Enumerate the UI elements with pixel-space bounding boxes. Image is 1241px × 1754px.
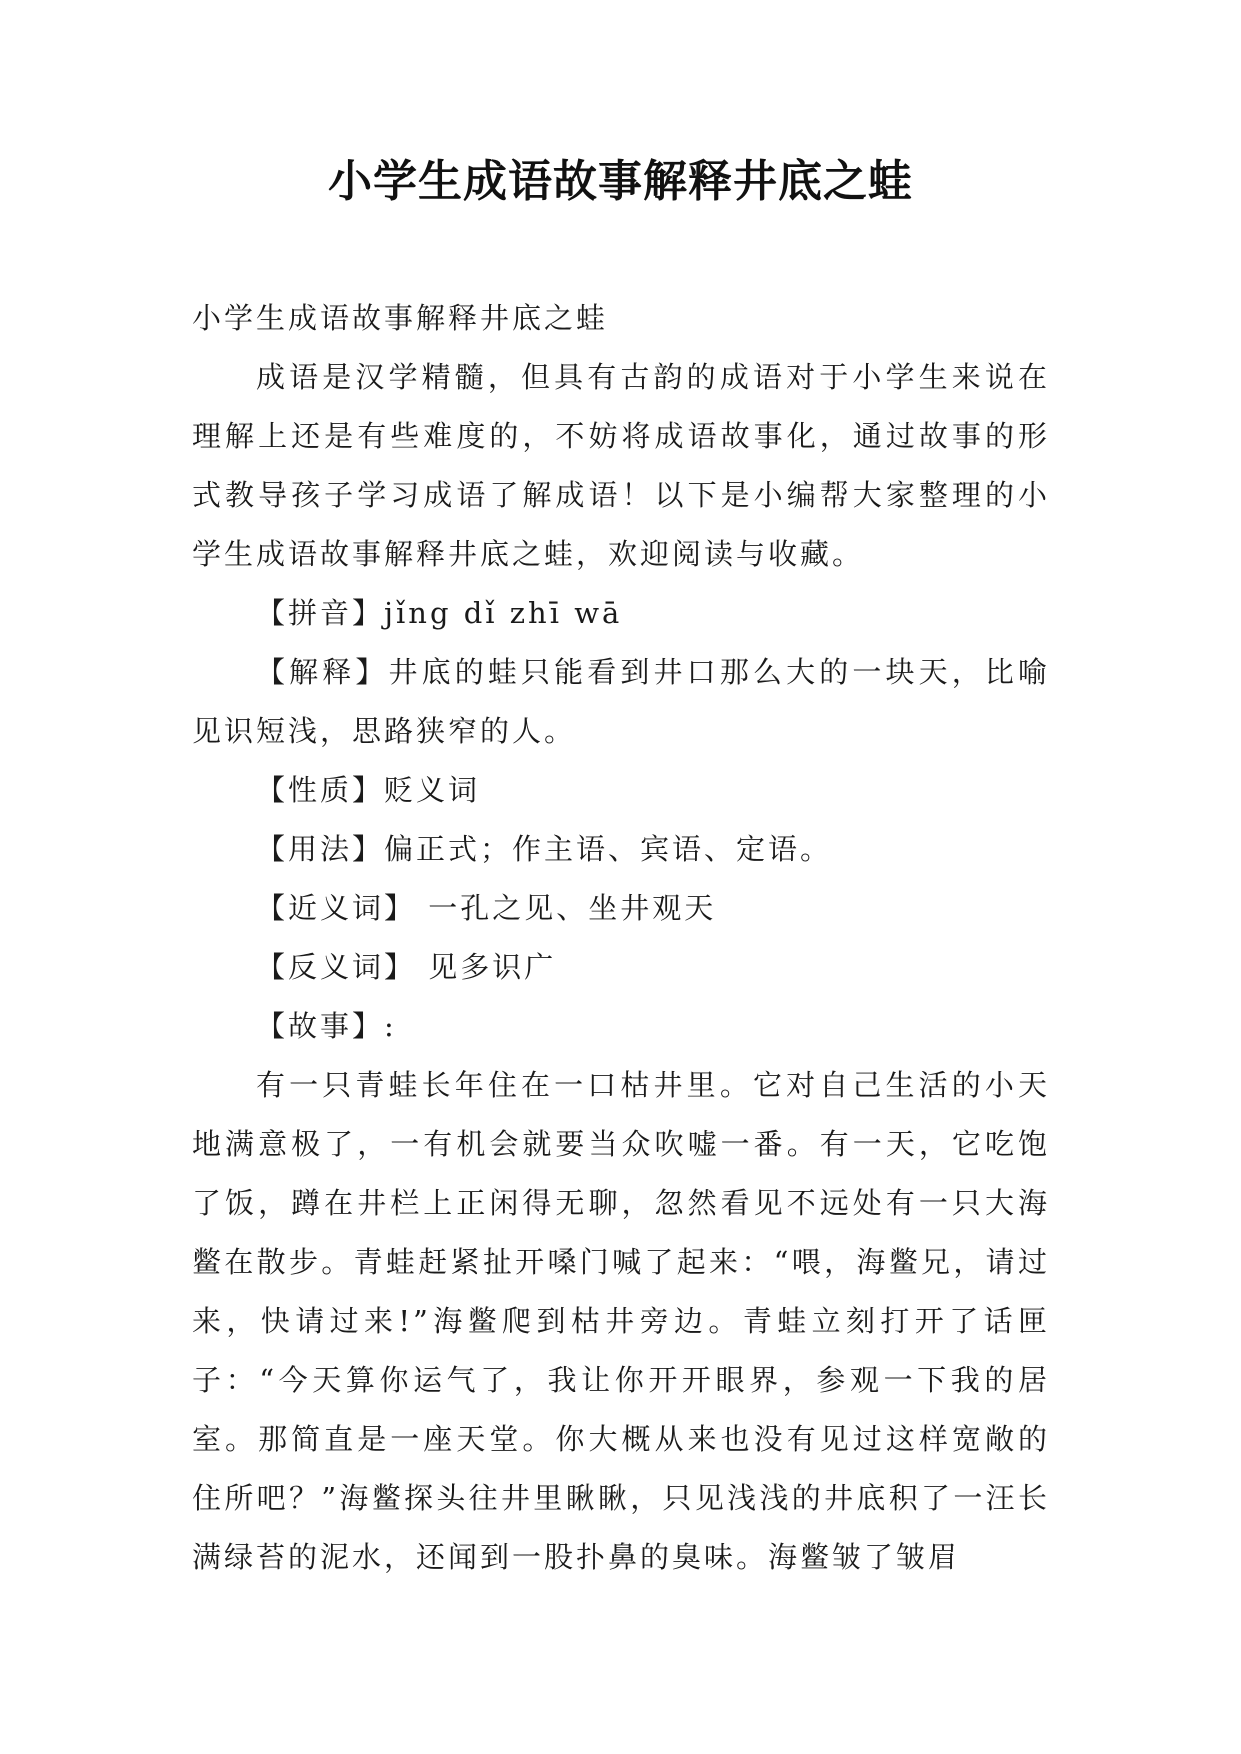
story-heading: 【故事】: (256, 1009, 397, 1043)
pinyin-paragraph: 【拼音】jǐng dǐ zhī wā (256, 596, 623, 630)
story-paragraph: 有一只青蛙长年住在一口枯井里。它对自己生活的小天地满意极了，一有机会就要当众吹嘘一番。有一天，它吃饱了饭，蹲在井栏上正闲得无聊，忽然看见不远处有一只大海鳖在散步。青蛙赶紧扯开嗓门喊了起来：“喂，海鳖兄，请过来，快请过来!”海鳖爬到枯井旁边。青蛙立刻打开了话匣子：“今天算你运气了，我让你开开眼界，参观一下我的居室。那简直是一座天堂。你大概从来也没有见过这样宽敞的住所吧？”海鳖探头往井里瞅瞅，只见浅浅的井底积了一汪长满绿苔的泥水，还闻到一股扑鼻的臭味。海鳖皱了皱眉 (192, 1068, 1050, 1574)
synonyms-paragraph: 【近义词】 一孔之见、坐井观天 (256, 891, 717, 925)
explanation-paragraph: 【解释】井底的蛙只能看到井口那么大的一块天，比喻见识短浅，思路狭窄的人。 (192, 655, 1050, 748)
usage-paragraph: 【用法】偏正式；作主语、宾语、定语。 (256, 832, 833, 866)
nature-paragraph: 【性质】贬义词 (256, 773, 481, 807)
intro-paragraph: 成语是汉学精髓，但具有古韵的成语对于小学生来说在理解上还是有些难度的，不妨将成语故事化，通过故事的形式教导孩子学习成语了解成语！以下是小编帮大家整理的小学生成语故事解释井底之蛙，欢迎阅读与收藏。 (192, 360, 1050, 571)
subtitle-paragraph: 小学生成语故事解释井底之蛙 (192, 301, 609, 335)
document-title: 小学生成语故事解释井底之蛙 (328, 156, 913, 207)
antonyms-paragraph: 【反义词】 见多识广 (256, 950, 557, 984)
document-body (192, 289, 1050, 1587)
